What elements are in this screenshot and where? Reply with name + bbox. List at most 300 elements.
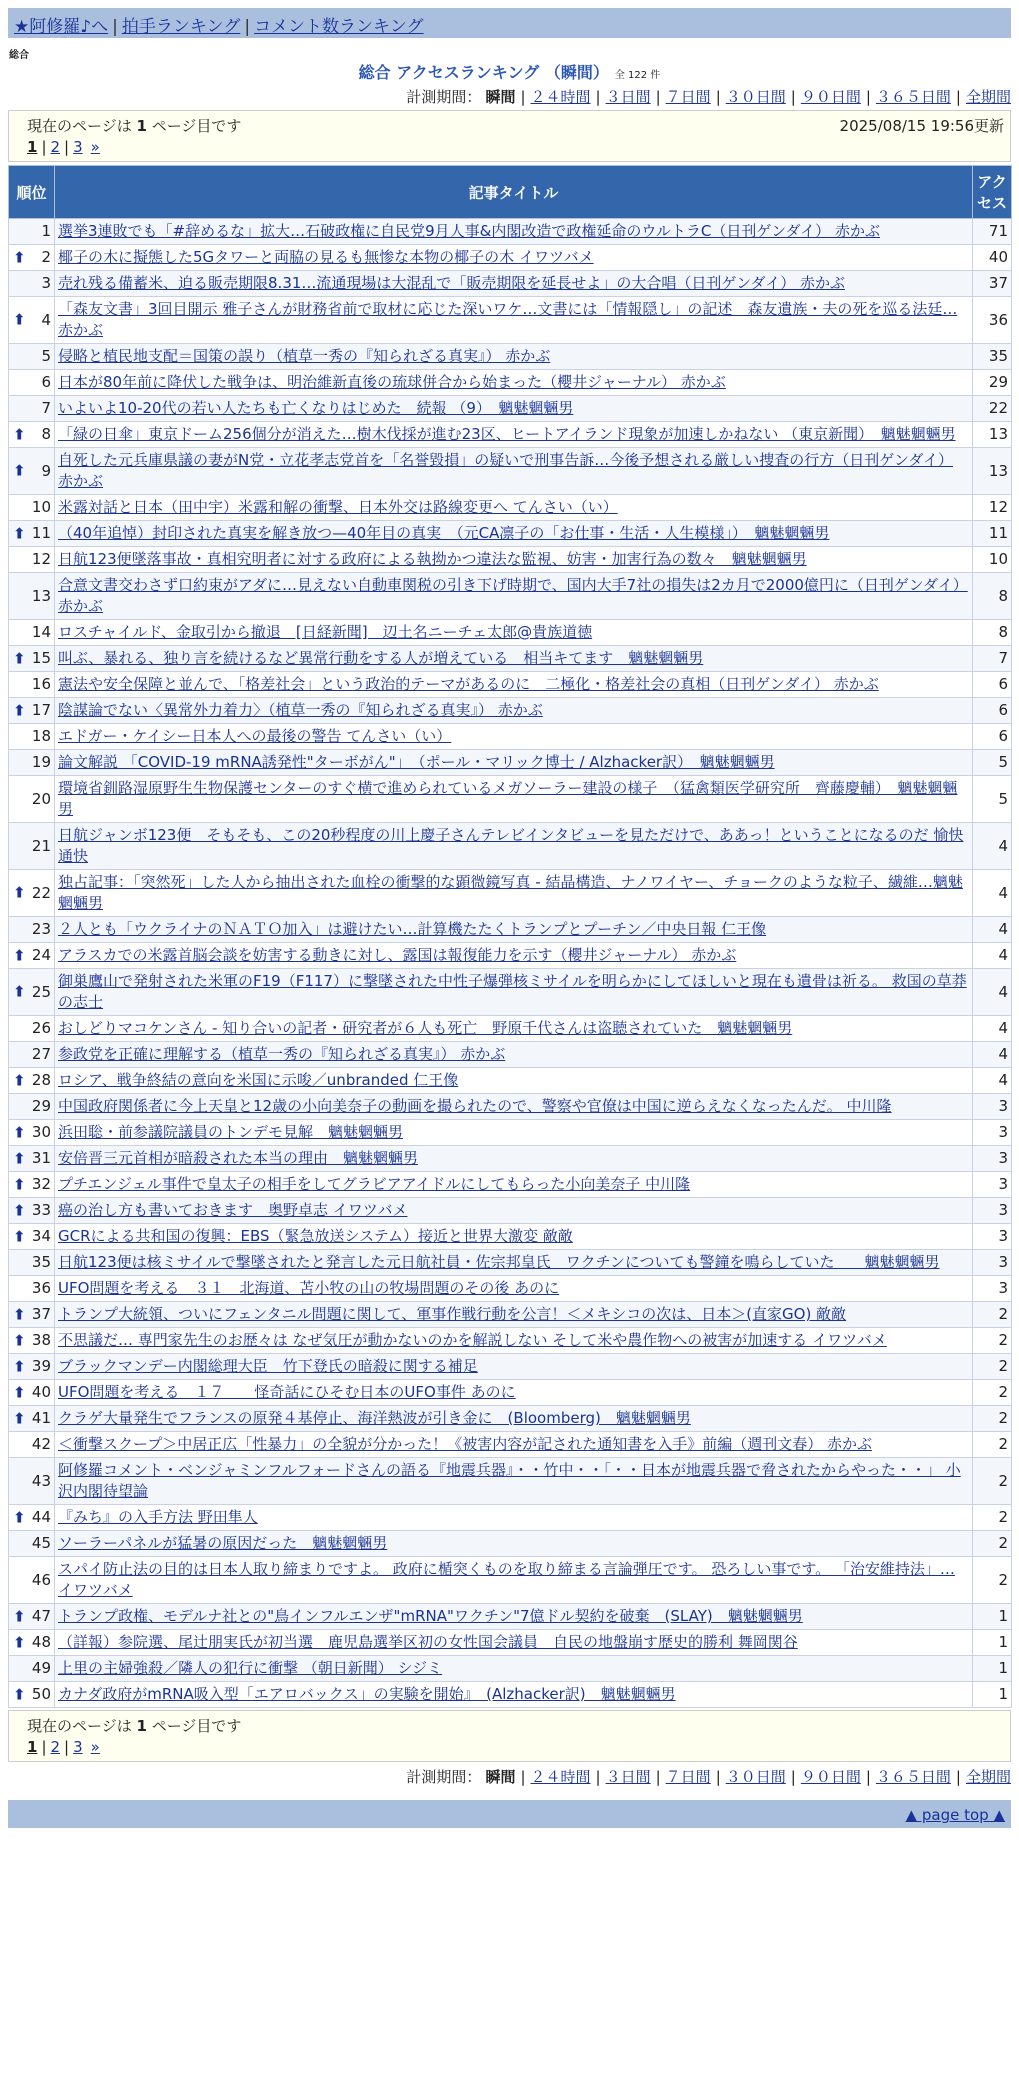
rank-cell (9, 672, 55, 698)
access-count: 6 (973, 672, 1012, 698)
up-arrow-icon: ⬆ (13, 1123, 26, 1141)
article-link[interactable]: 参政党を正確に理解する（植草一秀の『知られざる真実』） 赤かぶ (58, 1045, 506, 1063)
title-cell (55, 1094, 973, 1120)
article-link[interactable]: 選挙3連敗でも「#辞めるな」拡大…石破政権に自民党9月人事&内閣改造で政権延命のウルトラC（日刊ゲンダイ） 赤かぶ (58, 222, 880, 240)
period-90d-link[interactable]: ９０日間 (800, 1768, 861, 1786)
period-90d-link[interactable]: ９０日間 (800, 88, 861, 106)
pager-top (8, 110, 1011, 162)
page-info: 現在のページは 1 ページ目です (27, 117, 242, 135)
article-link[interactable]: 売れ残る備蓄米、迫る販売期限8.31…流通現場は大混乱で「販売期限を延長せよ」の大合唱（日刊ゲンダイ） 赤かぶ (58, 274, 845, 292)
period-24h-link[interactable]: ２４時間 (530, 88, 591, 106)
rank-cell (9, 297, 55, 344)
rank-cell (9, 271, 55, 297)
period-7d-link[interactable]: ７日間 (665, 88, 711, 106)
table-row (9, 547, 1012, 573)
article-link[interactable]: プチエンジェル事件で皇太子の相手をしてグラビアアイドルにしてもらった小向美奈子 中川隆 (58, 1175, 691, 1193)
rank-number: 22 (31, 883, 51, 902)
access-count: 4 (973, 870, 1012, 917)
table-row (9, 1016, 1012, 1042)
title-cell (55, 448, 973, 495)
title-cell (55, 620, 973, 646)
article-link[interactable]: クラゲ大量発生でフランスの原発４基停止、海洋熱波が引き金に (Bloomberg) 魑魅魍魎男 (58, 1409, 691, 1427)
period-24h-link[interactable]: ２４時間 (530, 1768, 591, 1786)
title-cell (55, 573, 973, 620)
rank-number: 43 (31, 1471, 51, 1490)
table-row (9, 1068, 1012, 1094)
rank-cell (9, 521, 55, 547)
table-row (9, 1630, 1012, 1656)
period-30d-link[interactable]: ３０日間 (725, 88, 786, 106)
rank-cell (9, 1604, 55, 1630)
access-count: 4 (973, 1068, 1012, 1094)
table-row (9, 1406, 1012, 1432)
access-count: 1 (973, 1630, 1012, 1656)
rank-number: 30 (31, 1123, 51, 1141)
article-link[interactable]: アラスカでの米露首脳会談を妨害する動きに対し、露国は報復能力を示す（櫻井ジャーナル） 赤かぶ (58, 946, 737, 964)
page-links: 1 | 2 | 3 » (27, 138, 100, 156)
rank-cell (9, 917, 55, 943)
period-label: 計測期間： (406, 88, 482, 106)
article-link[interactable]: 米露対話と日本（田中宇）米露和解の衝撃、日本外交は路線変更へ てんさい（い） (58, 498, 618, 516)
table-row (9, 1146, 1012, 1172)
rank-cell (9, 1198, 55, 1224)
table-row (9, 573, 1012, 620)
period-30d-link[interactable]: ３０日間 (725, 1768, 786, 1786)
title-cell (55, 1276, 973, 1302)
table-row (9, 521, 1012, 547)
title-cell (55, 698, 973, 724)
access-count: 6 (973, 698, 1012, 724)
article-link[interactable]: 不思議だ… 専門家先生のお歴々は なぜ気圧が動かないのかを解説しない そして米や農作物への被害が加速する イワツバメ (58, 1331, 887, 1349)
clap-ranking-link[interactable]: 拍手ランキング (121, 17, 241, 37)
rank-number: 16 (31, 675, 51, 693)
up-arrow-icon: ⬆ (13, 1201, 26, 1219)
up-arrow-icon: ⬆ (13, 883, 26, 902)
article-link[interactable]: UFO問題を考える ３１ 北海道、苫小牧の山の牧場問題のその後 あのに (58, 1279, 560, 1297)
up-arrow-icon: ⬆ (13, 1305, 26, 1323)
page-title (0, 60, 1019, 83)
nav-separator: | (112, 17, 118, 37)
page-top-link[interactable]: ▲ page top ▲ (905, 1806, 1005, 1824)
up-arrow-icon: ⬆ (13, 1633, 26, 1651)
table-row (9, 1432, 1012, 1458)
page-links: 1 | 2 | 3 » (27, 1738, 100, 1756)
rank-number: 32 (31, 1175, 51, 1193)
page-2-link[interactable]: 2 (50, 1738, 61, 1756)
table-row (9, 776, 1012, 823)
table-row (9, 1505, 1012, 1531)
title-cell (55, 1328, 973, 1354)
table-row (9, 969, 1012, 1016)
rank-cell (9, 1172, 55, 1198)
rank-cell (9, 1120, 55, 1146)
rank-number: 39 (31, 1357, 51, 1375)
rank-cell (9, 1557, 55, 1604)
period-365d-link[interactable]: ３６５日間 (875, 88, 951, 106)
rank-number: 10 (31, 498, 51, 516)
article-link[interactable]: 独占記事：「突然死」した人から抽出された血栓の衝撃的な顕微鏡写真 - 結晶構造、ナノワイヤー、チョークのような粒子、繊維…魑魅魍魎男 (58, 873, 963, 912)
article-link[interactable]: 日本が80年前に降伏した戦争は、明治維新直後の琉球併合から始まった（櫻井ジャーナル） 赤かぶ (58, 373, 726, 391)
access-count: 7 (973, 646, 1012, 672)
period-current: 瞬間 (485, 1768, 516, 1786)
table-row (9, 672, 1012, 698)
next-page-link[interactable]: » (90, 138, 100, 156)
up-arrow-icon: ⬆ (13, 649, 26, 667)
rank-number: 21 (31, 836, 51, 855)
access-count: 6 (973, 724, 1012, 750)
rank-cell (9, 1531, 55, 1557)
title-header: 記事タイトル (55, 166, 973, 219)
rank-cell (9, 1354, 55, 1380)
article-link[interactable]: 『みち』の入手方法 野田隼人 (58, 1508, 258, 1526)
rank-number: 28 (31, 1071, 51, 1089)
access-count: 2 (973, 1302, 1012, 1328)
table-row (9, 271, 1012, 297)
title-cell (55, 1380, 973, 1406)
access-count: 5 (973, 776, 1012, 823)
access-count: 5 (973, 750, 1012, 776)
rank-cell (9, 870, 55, 917)
access-count: 2 (973, 1458, 1012, 1505)
table-row (9, 1302, 1012, 1328)
rank-cell (9, 448, 55, 495)
page-3-link[interactable]: 3 (73, 138, 83, 156)
rank-cell (9, 1380, 55, 1406)
period-all-link[interactable]: 全期間 (965, 1768, 1011, 1786)
table-row (9, 1557, 1012, 1604)
article-link[interactable]: 合意文書交わさず口約束がアダに…見えない自動車関税の引き下げ時期で、国内大手7社の損失は2カ月で2000億円に（日刊ゲンダイ） 赤かぶ (58, 576, 968, 615)
next-page-link[interactable]: » (90, 1738, 100, 1756)
access-count: 3 (973, 1224, 1012, 1250)
home-link[interactable]: ★阿修羅♪へ (14, 17, 109, 37)
rank-cell (9, 1630, 55, 1656)
article-link[interactable]: 中国政府関係者に今上天皇と12歳の小向美奈子の動画を撮られたので、警察や官僚は中国に逆らえなくなったんだ。 中川隆 (58, 1097, 892, 1115)
table-row (9, 943, 1012, 969)
rank-number: 34 (31, 1227, 51, 1245)
table-row (9, 870, 1012, 917)
rank-cell (9, 943, 55, 969)
title-cell (55, 344, 973, 370)
period-365d-link[interactable]: ３６５日間 (875, 1768, 951, 1786)
title-cell (55, 1172, 973, 1198)
rank-cell (9, 698, 55, 724)
title-cell (55, 1505, 973, 1531)
table-row (9, 495, 1012, 521)
up-arrow-icon: ⬆ (13, 1607, 26, 1625)
title-cell (55, 1656, 973, 1682)
article-link[interactable]: ロシア、戦争終結の意向を米国に示唆／unbranded 仁王像 (58, 1071, 459, 1089)
rank-number: 18 (31, 727, 51, 745)
access-count: 13 (973, 422, 1012, 448)
rank-cell (9, 1458, 55, 1505)
table-row (9, 724, 1012, 750)
rank-number: 20 (31, 789, 51, 808)
ranking-table (8, 165, 1012, 1708)
table-row (9, 1682, 1012, 1708)
up-arrow-icon: ⬆ (13, 701, 26, 719)
rank-number: 19 (31, 753, 51, 771)
rank-number: 11 (31, 524, 51, 542)
table-row (9, 1328, 1012, 1354)
rank-cell (9, 724, 55, 750)
article-link[interactable]: 自死した元兵庫県議の妻がN党・立花孝志党首を「名誉毀損」の疑いで刑事告訴…今後予想される厳しい捜査の行方（日刊ゲンダイ） 赤かぶ (58, 451, 954, 490)
rank-number: 35 (31, 1253, 51, 1271)
article-link[interactable]: 叫ぶ、暴れる、独り言を続けるなど異常行動をする人が増えている 相当キてます 魑魅魍魎男 (58, 649, 704, 667)
up-arrow-icon: ⬆ (13, 1175, 26, 1193)
period-all-link[interactable]: 全期間 (965, 88, 1011, 106)
access-count: 8 (973, 573, 1012, 620)
table-row (9, 620, 1012, 646)
title-cell (55, 245, 973, 271)
rank-number: 44 (31, 1508, 51, 1526)
access-count: 3 (973, 1276, 1012, 1302)
rank-cell (9, 1250, 55, 1276)
table-row (9, 1094, 1012, 1120)
access-count: 2 (973, 1380, 1012, 1406)
title-cell (55, 1068, 973, 1094)
title-cell (55, 297, 973, 344)
title-cell (55, 396, 973, 422)
access-count: 1 (973, 1604, 1012, 1630)
total-count: 全 122 件 (614, 70, 661, 81)
title-cell (55, 943, 973, 969)
rank-number: 9 (41, 461, 51, 480)
rank-number: 25 (31, 982, 51, 1001)
article-link[interactable]: 侵略と植民地支配＝国策の誤り（植草一秀の『知られざる真実』） 赤かぶ (58, 347, 551, 365)
table-row (9, 646, 1012, 672)
article-link[interactable]: 「森友文書」3回目開示 雅子さんが財務省前で取材に応じた深いワケ…文書には「情報隠し」の記述 森友遺族・夫の死を巡る法廷… 赤かぶ (58, 300, 958, 339)
title-cell (55, 917, 973, 943)
title-cell (55, 823, 973, 870)
article-link[interactable]: 論文解説 「COVID-19 mRNA誘発性"ターボがん"」 （ポール・マリック博士 / Alzhacker訳） 魑魅魍魎男 (58, 753, 775, 771)
up-arrow-icon: ⬆ (13, 1508, 26, 1526)
access-count: 2 (973, 1531, 1012, 1557)
table-row (9, 1531, 1012, 1557)
rank-number: 1 (41, 222, 51, 240)
table-row (9, 750, 1012, 776)
title-cell (55, 1604, 973, 1630)
article-link[interactable]: 安倍晋三元首相が暗殺された本当の理由 魑魅魍魎男 (58, 1149, 419, 1167)
title-cell (55, 1302, 973, 1328)
article-link[interactable]: いよいよ10-20代の若い人たちも亡くなりはじめた 続報 （9） 魑魅魍魎男 (58, 399, 574, 417)
rank-number: 31 (31, 1149, 51, 1167)
table-row (9, 1120, 1012, 1146)
rank-number: 6 (41, 373, 51, 391)
article-link[interactable]: 日航123便は核ミサイルで撃墜されたと発言した元日航社員・佐宗邦皇氏 ワクチンについても警鐘を鳴らしていた 魑魅魍魎男 (58, 1253, 940, 1271)
access-count: 11 (973, 521, 1012, 547)
page-1-current: 1 (27, 1738, 38, 1756)
access-count: 2 (973, 1328, 1012, 1354)
table-row (9, 1604, 1012, 1630)
up-arrow-icon: ⬆ (13, 425, 26, 443)
rank-cell (9, 1505, 55, 1531)
rank-cell (9, 219, 55, 245)
table-row (9, 1042, 1012, 1068)
article-link[interactable]: UFO問題を考える １７ 怪奇話にひそむ日本のUFO事件 あのに (58, 1383, 516, 1401)
article-link[interactable]: エドガー・ケイシー日本人への最後の警告 てんさい（い） (58, 727, 452, 745)
article-link[interactable]: ソーラーパネルが猛暑の原因だった 魑魅魍魎男 (58, 1534, 388, 1552)
rank-number: 17 (31, 701, 51, 719)
access-header: アクセス (973, 166, 1012, 219)
title-cell (55, 1016, 973, 1042)
rank-cell (9, 1406, 55, 1432)
period-current: 瞬間 (485, 88, 516, 106)
title-cell (55, 1682, 973, 1708)
rank-cell (9, 750, 55, 776)
pager-bottom (8, 1710, 1011, 1762)
table-row (9, 1276, 1012, 1302)
access-count: 2 (973, 1432, 1012, 1458)
title-cell (55, 646, 973, 672)
table-row (9, 1250, 1012, 1276)
table-row (9, 1380, 1012, 1406)
period-7d-link[interactable]: ７日間 (665, 1768, 711, 1786)
article-link[interactable]: ＜衝撃スクープ＞中居正広「性暴力」の全貌が分かった！《被害内容が記された通知書を入手》前編（週刊文春） 赤かぶ (58, 1435, 873, 1453)
title-cell (55, 776, 973, 823)
rank-cell (9, 370, 55, 396)
page-info: 現在のページは 1 ページ目です (27, 1717, 242, 1735)
article-link[interactable]: 陰謀論でない〈異常外力着力〉（植草一秀の『知られざる真実』） 赤かぶ (58, 701, 543, 719)
article-link[interactable]: ブラックマンデー内閣総理大臣 竹下登氏の暗殺に関する補足 (58, 1357, 478, 1375)
table-row (9, 422, 1012, 448)
up-arrow-icon: ⬆ (13, 248, 26, 266)
rank-number: 2 (41, 248, 51, 266)
article-link[interactable]: トランプ政権、モデルナ社との"鳥インフルエンザ"mRNA"ワクチン"7億ドル契約を破棄 (SLAY) 魑魅魍魎男 (58, 1607, 803, 1625)
rank-number: 33 (31, 1201, 51, 1219)
rank-cell (9, 1094, 55, 1120)
rank-cell (9, 1682, 55, 1708)
rank-number: 4 (41, 310, 51, 329)
access-count: 4 (973, 917, 1012, 943)
access-count: 2 (973, 1354, 1012, 1380)
table-row (9, 297, 1012, 344)
period-3d-link[interactable]: ３日間 (605, 1768, 651, 1786)
title-cell (55, 969, 973, 1016)
up-arrow-icon: ⬆ (13, 524, 26, 542)
access-count: 3 (973, 1250, 1012, 1276)
rank-cell (9, 1328, 55, 1354)
article-link[interactable]: おしどりマコケンさん - 知り合いの記者・研究者が６人も死亡 野原千代さんは盗聴されていた 魑魅魍魎男 (58, 1019, 793, 1037)
rank-cell (9, 1276, 55, 1302)
article-link[interactable]: 上里の主婦強殺／隣人の犯行に衝撃 （朝日新聞） シジミ (58, 1659, 443, 1677)
table-row (9, 698, 1012, 724)
rank-number: 48 (31, 1633, 51, 1651)
rank-number: 24 (31, 946, 51, 964)
title-cell (55, 1354, 973, 1380)
access-count: 22 (973, 396, 1012, 422)
article-link[interactable]: 日航ジャンボ123便 そもそも、この20秒程度の川上慶子さんテレビインタビューを見ただけで、ああっ！ということになるのだ 愉快通快 (58, 826, 964, 865)
page-3-link[interactable]: 3 (73, 1738, 83, 1756)
up-arrow-icon: ⬆ (13, 982, 26, 1001)
title-cell (55, 672, 973, 698)
access-count: 4 (973, 1016, 1012, 1042)
nav-separator: | (244, 17, 251, 37)
title-cell (55, 1250, 973, 1276)
up-arrow-icon: ⬆ (13, 1357, 26, 1375)
article-link[interactable]: 御巣鷹山で発射された米軍のF19（F117）に撃墜された中性子爆弾核ミサイルを明らかにしてほしいと現在も遺骨は祈る。 救国の草莽の志士 (58, 972, 967, 1011)
article-link[interactable]: GCRによる共和国の復興：EBS（緊急放送システム）接近と世界大激変 敵敵 (58, 1227, 573, 1245)
article-link[interactable]: スパイ防止法の目的は日本人取り締まりですよ。 政府に楯突くものを取り締まる言論弾圧です。 恐ろしい事です。 「治安維持法」… イワツバメ (58, 1560, 955, 1599)
rank-cell (9, 1302, 55, 1328)
title-cell (55, 1531, 973, 1557)
rank-number: 42 (31, 1435, 51, 1453)
article-link[interactable]: ロスチャイルド、金取引から撤退 [日経新聞] 辺土名ニーチェ太郎@貴族道徳 (58, 623, 593, 641)
rank-cell (9, 495, 55, 521)
rank-number: 15 (31, 649, 51, 667)
rank-number: 46 (31, 1570, 51, 1589)
article-link[interactable]: 椰子の木に擬態した5Gタワーと両脇の見るも無惨な本物の椰子の木 イワツバメ (58, 248, 594, 266)
bottom-band (8, 1800, 1011, 1828)
article-link[interactable]: 環境省釧路湿原野生生物保護センターのすぐ横で進められているメガソーラー建設の様子 （猛禽類医学研究所 齊藤慶輔） 魑魅魍魎男 (58, 779, 958, 818)
access-count: 8 (973, 620, 1012, 646)
up-arrow-icon: ⬆ (13, 461, 26, 480)
title-cell (55, 495, 973, 521)
article-link[interactable]: （40年追悼）封印された真実を解き放つ—40年目の真実 （元CA凛子の「お仕事・生活・人生模様」） 魑魅魍魎男 (58, 524, 830, 542)
access-count: 40 (973, 245, 1012, 271)
article-link[interactable]: 日航123便墜落事故・真相究明者に対する政府による執拗かつ違法な監視、妨害・加害行為の数々 魑魅魍魎男 (58, 550, 807, 568)
period-3d-link[interactable]: ３日間 (605, 88, 651, 106)
access-count: 3 (973, 1198, 1012, 1224)
access-count: 1 (973, 1682, 1012, 1708)
rank-number: 5 (41, 347, 51, 365)
rank-number: 3 (41, 274, 51, 292)
article-link[interactable]: 「緑の日傘」東京ドーム256個分が消えた…樹木伐採が進む23区、ヒートアイランド現象が加速しかねない （東京新聞） 魑魅魍魎男 (58, 425, 956, 443)
access-count: 13 (973, 448, 1012, 495)
title-cell (55, 1458, 973, 1505)
rank-cell (9, 1146, 55, 1172)
title-cell (55, 422, 973, 448)
article-link[interactable]: トランプ大統領、ついにフェンタニル問題に関して、軍事作戦行動を公言！＜メキシコの次は、日本＞(直家GO) 敵敵 (58, 1305, 847, 1323)
access-count: 3 (973, 1172, 1012, 1198)
page-2-link[interactable]: 2 (50, 138, 61, 156)
table-row (9, 370, 1012, 396)
category-tag: 総合 (9, 50, 29, 61)
period-label: 計測期間： (406, 1768, 482, 1786)
rank-cell (9, 1068, 55, 1094)
rank-cell (9, 1224, 55, 1250)
comment-ranking-link[interactable]: コメント数ランキング (254, 17, 424, 37)
rank-cell (9, 823, 55, 870)
article-link[interactable]: （詳報）参院選、尾辻朋実氏が初当選 鹿児島選挙区初の女性国会議員 自民の地盤崩す歴史的勝利 舞岡関谷 (58, 1633, 798, 1651)
table-row (9, 1458, 1012, 1505)
title-cell (55, 1406, 973, 1432)
article-link[interactable]: 憲法や安全保障と並んで、「格差社会」という政治的テーマがあるのに 二極化・格差社会の真相（日刊ゲンダイ） 赤かぶ (58, 675, 879, 693)
page-1-current: 1 (27, 138, 38, 156)
rank-number: 40 (31, 1383, 51, 1401)
access-count: 3 (973, 1120, 1012, 1146)
article-link[interactable]: 浜田聡・前参議院議員のトンデモ見解 魑魅魍魎男 (58, 1123, 404, 1141)
rank-cell (9, 646, 55, 672)
rank-number: 49 (31, 1659, 51, 1677)
rank-cell (9, 1656, 55, 1682)
access-count: 10 (973, 547, 1012, 573)
title-cell (55, 1630, 973, 1656)
rank-header: 順位 (9, 166, 55, 219)
ranking-title: 総合 アクセスランキング （瞬間） (358, 63, 609, 82)
article-link[interactable]: 阿修羅コメント・ベンジャミンフルフォードさんの語る『地震兵器』・・竹中・・「・・日本が地震兵器で脅されたからやった・・」 小沢内閣待望論 (58, 1461, 961, 1500)
article-link[interactable]: 癌の治し方も書いておきます 奥野卓志 イワツバメ (58, 1201, 408, 1219)
access-count: 71 (973, 219, 1012, 245)
access-count: 4 (973, 969, 1012, 1016)
access-count: 2 (973, 1406, 1012, 1432)
article-link[interactable]: ２人とも「ウクライナのＮＡＴＯ加入」は避けたい…計算機たたくトランプとプーチン／中央日報 仁王像 (58, 920, 767, 938)
rank-cell (9, 776, 55, 823)
article-link[interactable]: カナダ政府がmRNA吸入型「エアロバックス」の実験を開始』 (Alzhacker訳) 魑魅魍魎男 (58, 1685, 676, 1703)
rank-cell (9, 396, 55, 422)
title-cell (55, 370, 973, 396)
table-row (9, 823, 1012, 870)
access-count: 35 (973, 344, 1012, 370)
